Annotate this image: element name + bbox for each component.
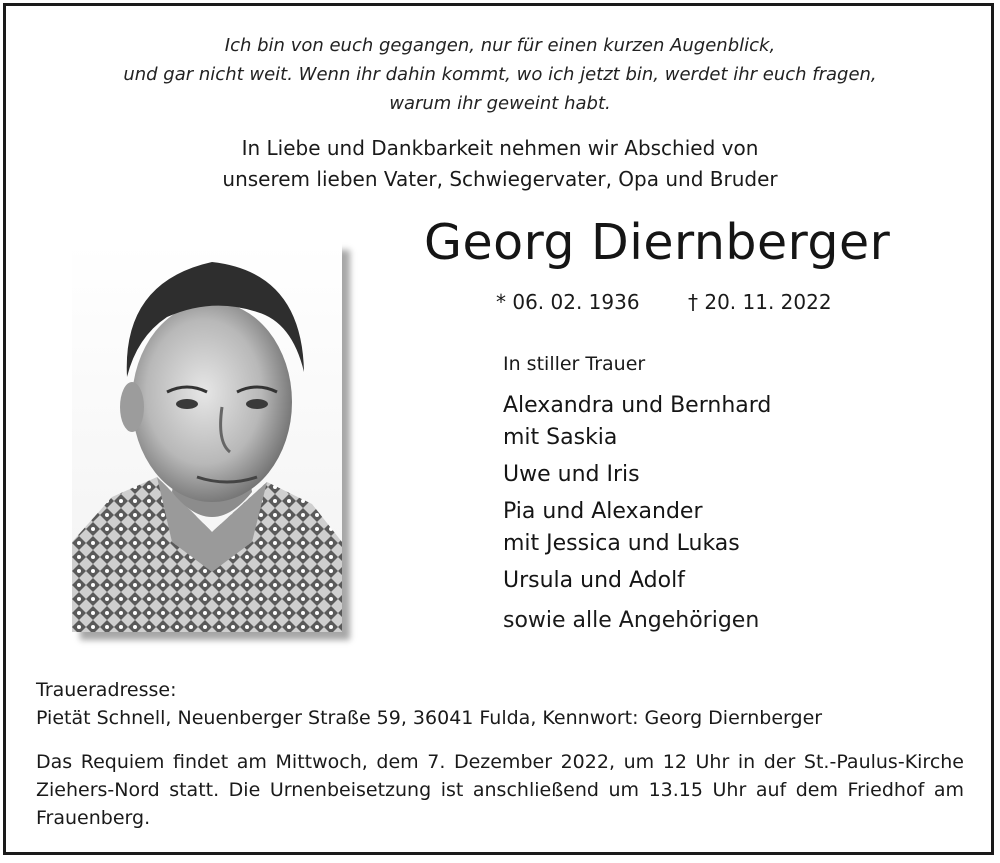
portrait-photo bbox=[72, 242, 342, 632]
mourner-group bbox=[503, 565, 771, 597]
mourner-group bbox=[503, 496, 771, 560]
intro-line: In Liebe und Dankbarkeit nehmen wir Abschied von bbox=[241, 136, 759, 160]
poem-line: warum ihr geweint habt. bbox=[389, 93, 611, 114]
mourner-line: mit Saskia bbox=[503, 425, 618, 450]
mourner-group bbox=[503, 390, 771, 454]
mourners-heading: In stiller Trauer bbox=[503, 353, 646, 375]
portrait-image bbox=[72, 242, 342, 632]
address-section bbox=[36, 676, 964, 732]
death-date: † 20. 11. 2022 bbox=[688, 290, 832, 314]
poem-line: und gar nicht weit. Wenn ihr dahin kommt, wo ich jetzt bin, werdet ihr euch fragen, bbox=[123, 64, 877, 85]
birth-date: * 06. 02. 1936 bbox=[496, 290, 640, 314]
mourner-group bbox=[503, 459, 771, 491]
mourner-line: Ursula und Adolf bbox=[503, 568, 685, 593]
intro-line: unserem lieben Vater, Schwiegervater, Opa und Bruder bbox=[222, 167, 778, 191]
address-line: Pietät Schnell, Neuenberger Straße 59, 36041 Fulda, Kennwort: Georg Diernberger bbox=[36, 707, 823, 729]
mourners-list bbox=[503, 350, 771, 637]
mourners-closing: sowie alle Angehörigen bbox=[503, 608, 760, 633]
intro-text bbox=[0, 133, 1000, 195]
mourner-line: Pia und Alexander bbox=[503, 499, 703, 524]
mourner-line: Uwe und Iris bbox=[503, 462, 640, 487]
deceased-name: Georg Diernberger bbox=[424, 214, 891, 271]
poem bbox=[0, 31, 1000, 118]
poem-line: Ich bin von euch gegangen, nur für einen kurzen Augenblick, bbox=[224, 35, 776, 56]
requiem-text: Das Requiem findet am Mittwoch, dem 7. Dezember 2022, um 12 Uhr in der St.-Paulus-Kirche Ziehers-Nord statt. Die Urnenbeisetzung ist anschließend um 13.15 Uhr auf dem Friedhof am Frauenberg. bbox=[36, 751, 964, 829]
address-label: Traueradresse: bbox=[36, 679, 177, 701]
mourner-line: mit Jessica und Lukas bbox=[503, 531, 740, 556]
mourner-line: Alexandra und Bernhard bbox=[503, 393, 772, 418]
